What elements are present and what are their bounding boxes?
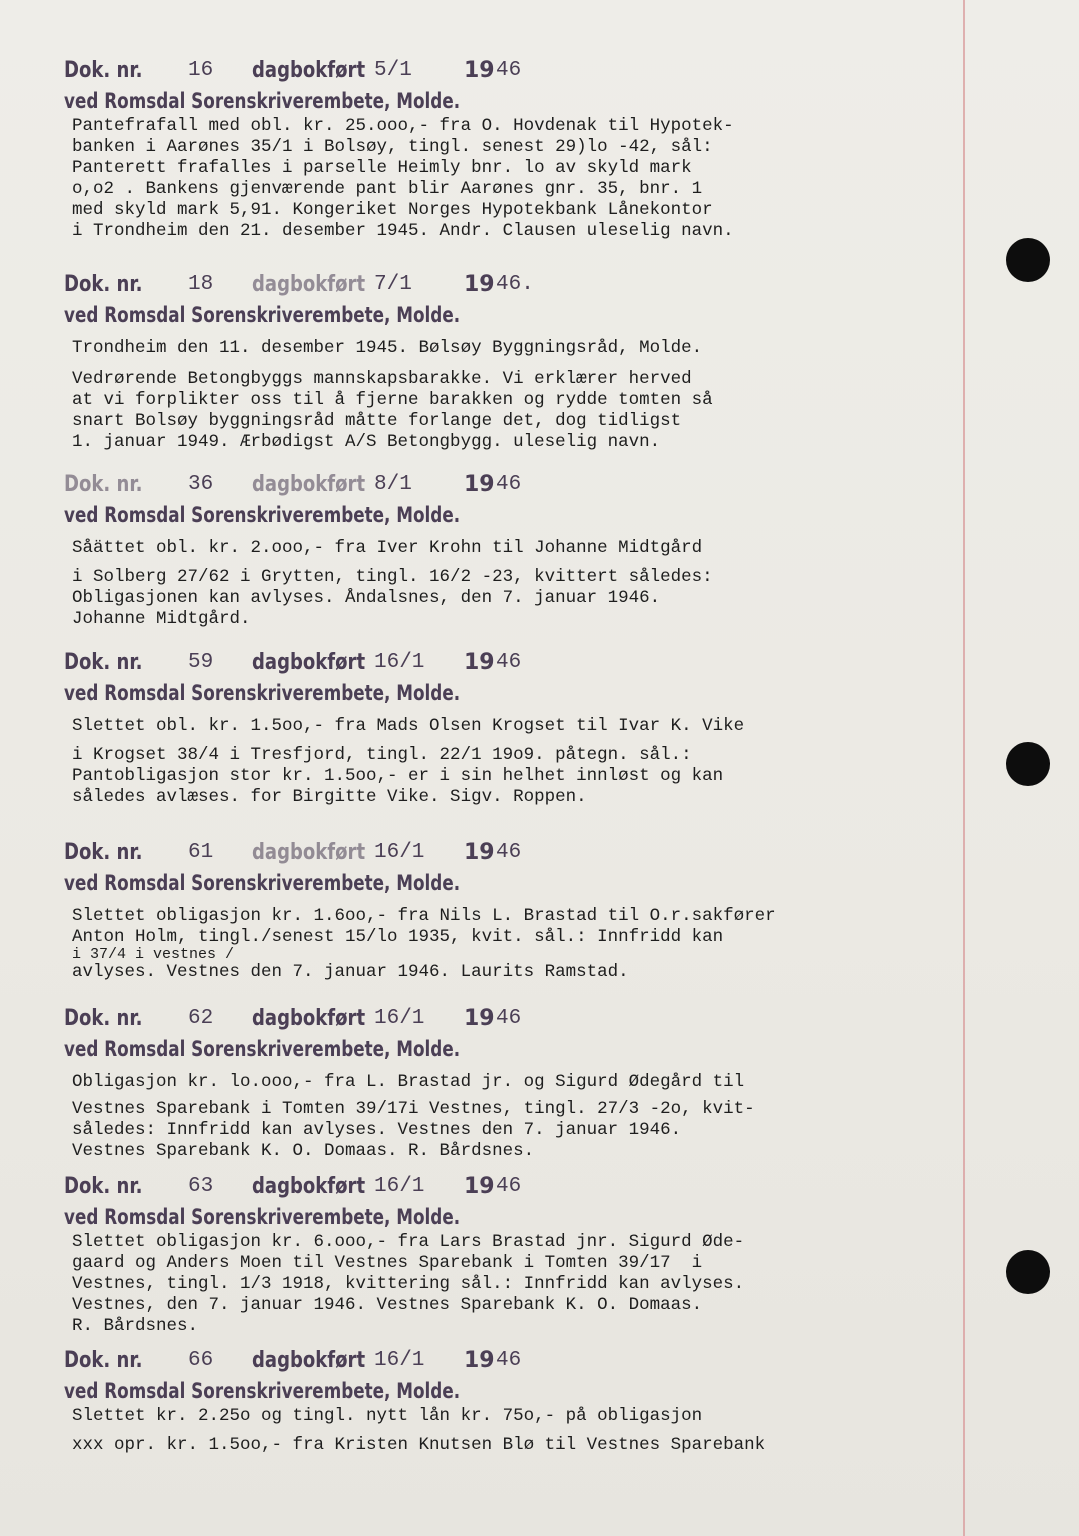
text-line: Trondheim den 11. desember 1945. Bølsøy Byggningsråd, Molde. (72, 338, 703, 358)
entry-date: 16/1 (374, 1349, 425, 1372)
text-line: avlyses. Vestnes den 7. januar 1946. Laurits Ramstad. (72, 962, 629, 982)
register-entry (62, 838, 962, 983)
dagbok-label: dagbokført (252, 1348, 366, 1373)
entry-stamp (62, 56, 962, 86)
office-stamp: ved Romsdal Sorenskriverembete, Molde. (64, 1379, 461, 1403)
entry-stamp (62, 838, 962, 868)
entry-text (72, 116, 962, 242)
dagbok-label: dagbokført (252, 840, 366, 865)
register-entry (62, 270, 962, 453)
office-stamp: ved Romsdal Sorenskriverembete, Molde. (64, 303, 461, 327)
register-entry (62, 648, 962, 808)
entry-text (72, 716, 962, 808)
text-line: Vestnes, den 7. januar 1946. Vestnes Sparebank K. O. Domaas. (72, 1295, 703, 1315)
year-suffix: 46 (496, 1349, 522, 1372)
dok-label: Dok. nr. (64, 58, 143, 83)
year-prefix: 19 (464, 1174, 495, 1199)
entry-date: 16/1 (374, 1007, 425, 1030)
text-line: Vestnes Sparebank K. O. Domaas. R. Bårdsnes. (72, 1141, 535, 1161)
dok-number: 18 (188, 273, 214, 296)
year-suffix: 46 (496, 651, 522, 674)
dok-number: 61 (188, 841, 214, 864)
register-entry (62, 470, 962, 630)
text-line: i 37/4 i vestnes / (72, 946, 235, 963)
dagbok-label: dagbokført (252, 1006, 366, 1031)
entry-date: 16/1 (374, 841, 425, 864)
year-prefix: 19 (464, 1006, 495, 1031)
text-line: Såättet obl. kr. 2.ooo,- fra Iver Krohn til Johanne Midtgård (72, 538, 703, 558)
dok-number: 59 (188, 651, 214, 674)
text-line: således avlæses. for Birgitte Vike. Sigv. Roppen. (72, 787, 587, 807)
dagbok-label: dagbokført (252, 650, 366, 675)
dok-label: Dok. nr. (64, 1006, 143, 1031)
entry-text (72, 538, 962, 630)
text-line: Johanne Midtgård. (72, 609, 251, 629)
text-line: Slettet kr. 2.25o og tingl. nytt lån kr. 75o,- på obligasjon (72, 1406, 703, 1426)
year-prefix: 19 (464, 472, 495, 497)
text-line: snart Bolsøy byggningsråd måtte forlange det, dog tidligst (72, 411, 682, 431)
office-stamp: ved Romsdal Sorenskriverembete, Molde. (64, 871, 461, 895)
entry-date: 7/1 (374, 273, 412, 296)
text-line: Vestnes, tingl. 1/3 1918, kvittering sål.: Innfridd kan avlyses. (72, 1274, 745, 1294)
register-entry (62, 1004, 962, 1162)
entry-stamp (62, 1346, 962, 1376)
dagbok-label: dagbokført (252, 1174, 366, 1199)
text-line: Panterett frafalles i parselle Heimly bnr. lo av skyld mark (72, 158, 692, 178)
year-suffix: 46 (496, 1007, 522, 1030)
office-stamp: ved Romsdal Sorenskriverembete, Molde. (64, 1205, 461, 1229)
text-line: med skyld mark 5,91. Kongeriket Norges Hypotekbank Lånekontor (72, 200, 713, 220)
text-line: gaard og Anders Moen til Vestnes Sparebank i Tomten 39/17 i (72, 1253, 703, 1273)
text-line: Pantobligasjon stor kr. 1.5oo,- er i sin helhet innløst og kan (72, 766, 724, 786)
register-entry (62, 1172, 962, 1337)
entry-date: 16/1 (374, 1175, 425, 1198)
dok-label: Dok. nr. (64, 1348, 143, 1373)
entry-date: 5/1 (374, 59, 412, 82)
text-line: at vi forplikter oss til å fjerne barakken og rydde tomten så (72, 390, 713, 410)
dok-label: Dok. nr. (64, 472, 143, 497)
dok-number: 16 (188, 59, 214, 82)
entry-date: 16/1 (374, 651, 425, 674)
text-line: R. Bårdsnes. (72, 1316, 199, 1336)
register-entry (62, 1346, 962, 1456)
year-suffix: 46 (496, 1175, 522, 1198)
year-prefix: 19 (464, 840, 495, 865)
office-stamp: ved Romsdal Sorenskriverembete, Molde. (64, 1037, 461, 1061)
text-line: Vedrørende Betongbyggs mannskapsbarakke. Vi erklærer herved (72, 369, 692, 389)
year-prefix: 19 (464, 58, 495, 83)
dok-number: 36 (188, 473, 214, 496)
text-line: således: Innfridd kan avlyses. Vestnes den 7. januar 1946. (72, 1120, 682, 1140)
text-line: banken i Aarønes 35/1 i Bolsøy, tingl. senest 29)lo -42, sål: (72, 137, 713, 157)
year-prefix: 19 (464, 272, 495, 297)
text-line: i Solberg 27/62 i Grytten, tingl. 16/2 -23, kvittert således: (72, 567, 713, 587)
text-line: i Trondheim den 21. desember 1945. Andr. Clausen uleselig navn. (72, 221, 734, 241)
dok-number: 63 (188, 1175, 214, 1198)
entry-stamp (62, 648, 962, 678)
entry-stamp (62, 1004, 962, 1034)
dok-number: 66 (188, 1349, 214, 1372)
text-line: Vestnes Sparebank i Tomten 39/17i Vestnes, tingl. 27/3 -2o, kvit- (72, 1099, 755, 1119)
text-line: Slettet obl. kr. 1.5oo,- fra Mads Olsen Krogset til Ivar K. Vike (72, 716, 745, 736)
text-line: Pantefrafall med obl. kr. 25.ooo,- fra O. Hovdenak til Hypotek- (72, 116, 734, 136)
dok-number: 62 (188, 1007, 214, 1030)
year-suffix: 46. (496, 273, 534, 296)
dok-label: Dok. nr. (64, 272, 143, 297)
punch-hole (1006, 1250, 1050, 1294)
text-line: xxx opr. kr. 1.5oo,- fra Kristen Knutsen Blø til Vestnes Sparebank (72, 1435, 766, 1455)
office-stamp: ved Romsdal Sorenskriverembete, Molde. (64, 89, 461, 113)
entry-text (72, 1406, 962, 1456)
entry-stamp (62, 1172, 962, 1202)
text-line: o,o2 . Bankens gjenværende pant blir Aarønes gnr. 35, bnr. 1 (72, 179, 703, 199)
text-line: Obligasjon kr. lo.ooo,- fra L. Brastad jr. og Sigurd Ødegård til (72, 1072, 745, 1092)
text-line: Anton Holm, tingl./senest 15/lo 1935, kvit. sål.: Innfridd kan (72, 927, 724, 947)
punch-hole (1006, 238, 1050, 282)
year-suffix: 46 (496, 841, 522, 864)
punch-hole (1006, 742, 1050, 786)
entry-date: 8/1 (374, 473, 412, 496)
year-prefix: 19 (464, 650, 495, 675)
dok-label: Dok. nr. (64, 840, 143, 865)
year-suffix: 46 (496, 59, 522, 82)
dagbok-label: dagbokført (252, 272, 366, 297)
year-prefix: 19 (464, 1348, 495, 1373)
register-entry (62, 56, 962, 242)
office-stamp: ved Romsdal Sorenskriverembete, Molde. (64, 681, 461, 705)
margin-line (963, 0, 965, 1536)
text-line: Slettet obligasjon kr. 6.ooo,- fra Lars Brastad jnr. Sigurd Øde- (72, 1232, 745, 1252)
dagbok-label: dagbokført (252, 472, 366, 497)
dok-label: Dok. nr. (64, 650, 143, 675)
entry-text (72, 338, 962, 453)
text-line: Slettet obligasjon kr. 1.6oo,- fra Nils L. Brastad til O.r.sakfører (72, 906, 776, 926)
text-line: i Krogset 38/4 i Tresfjord, tingl. 22/1 19o9. påtegn. sål.: (72, 745, 692, 765)
dagbok-label: dagbokført (252, 58, 366, 83)
entry-text (72, 1232, 962, 1337)
dok-label: Dok. nr. (64, 1174, 143, 1199)
entry-stamp (62, 470, 962, 500)
text-line: 1. januar 1949. Ærbødigst A/S Betongbygg. uleselig navn. (72, 432, 661, 452)
entry-text (72, 906, 962, 983)
entry-stamp (62, 270, 962, 300)
entry-text (72, 1072, 962, 1162)
text-line: Obligasjonen kan avlyses. Åndalsnes, den 7. januar 1946. (72, 588, 661, 608)
year-suffix: 46 (496, 473, 522, 496)
office-stamp: ved Romsdal Sorenskriverembete, Molde. (64, 503, 461, 527)
